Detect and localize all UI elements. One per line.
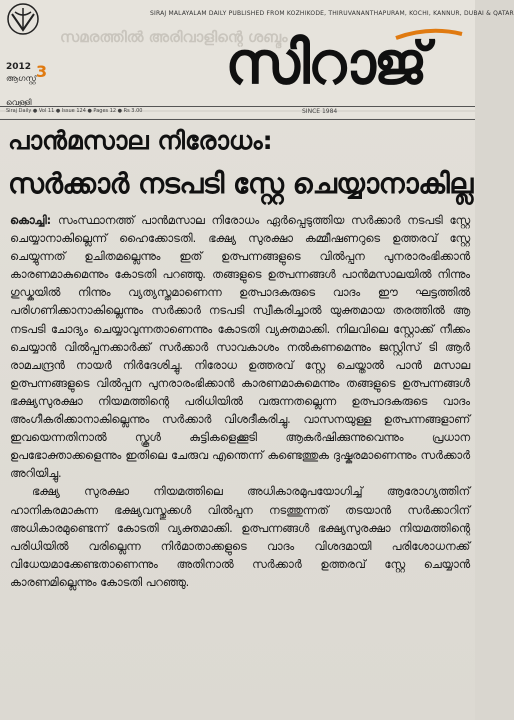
masthead-meta-line [0, 106, 475, 120]
book-emblem-icon [6, 2, 40, 36]
issue-meta: Siraj Daily ● Vol 11 ● Issue 124 ● Pages 12 ● Rs 3.00 [6, 108, 143, 114]
article-paragraph-1 [10, 212, 470, 483]
brand-accent-swoosh-icon [394, 28, 464, 42]
issue-weekday: വെള്ളി [6, 98, 32, 107]
masthead-publishing-strip: SIRAJ MALAYALAM DAILY PUBLISHED FROM KOZHIKODE, THIRUVANANTHAPURAM, KOCHI, KANNUR, DUBAI & QATAR [150, 10, 514, 17]
dateline: കൊച്ചി: [10, 214, 52, 227]
issue-year: 2012 [6, 62, 32, 72]
headline-line-1: പാൻമസാല നിരോധം: [8, 126, 273, 155]
issue-month: ആഗസ്റ്റ് [6, 74, 37, 83]
faded-tagline: സമരത്തിൽ അരിവാളിന്റെ ശബ്ദം [60, 28, 288, 46]
paragraph-1-text: സംസ്ഥാനത്ത് പാൻമസാല നിരോധം ഏർപ്പെടുത്തിയ സർക്കാർ നടപടി സ്റ്റേ ചെയ്യാനാകില്ലെന്ന് ഹൈക്കോടതി. ഭക്ഷ്യ സുരക്ഷാ കമ്മീഷണറുടെ ഉത്തരവ് സ്റ്റേ ചെയ്യുന്നത് ഉചിതമല്ലെന്നും ഇത് ഉത്പന്നങ്ങളുടെ വിൽപ്പന പുനരാരംഭിക്കാൻ കാരണമാകുമെന്നും കോടതി പറഞ്ഞു. തങ്ങളുടെ ഉത്പന്നങ്ങൾ പാൻമസാലയിൽ നിന്നും ഗുഡ്കയിൽ നിന്നും വ്യത്യസ്തമാണെന്ന ഉത്പാദകരുടെ വാദം ഈ ഘട്ടത്തിൽ പരിഗണിക്കാനാകില്ലെന്നും സർക്കാർ നടപടി സ്വീകരിച്ചാൽ യുക്തമായ തരത്തിൽ ആ നടപടി ചോദ്യം ചെയ്യാവുന്നതാണെന്നും കോടതി വ്യക്തമാക്കി. നിലവിലെ സ്റ്റോക്ക് നീക്കം ചെയ്യാൻ വിൽപ്പനക്കാർക്ക് സർക്കാർ സാവകാശം നൽകണമെന്നും ജസ്റ്റിസ് ടി ആർ രാമചന്ദ്രൻ നായർ നിർദേശിച്ചു. നിരോധ ഉത്തരവ് സ്റ്റേ ചെയ്താൽ പാൻ മസാല ഉത്പന്നങ്ങളുടെ വിൽപ്പന പുനരാരംഭിക്കാൻ കാരണമാകുമെന്നും തങ്ങളുടെ ഉത്പന്നങ്ങൾ ഭക്ഷ്യസുരക്ഷാ നിയമത്തിന്റെ പരിധിയിൽ വരുന്നതല്ലെന്ന ഉത്പാദകരുടെ വാദം അംഗീകരിക്കാനാകില്ലെന്നും സർക്കാർ വിശദീകരിച്ചു. വാസനയുള്ള ഉത്പന്നങ്ങളാണ് ഇവയെന്നതിനാൽ സ്കൂൾ കുട്ടികളെക്കൂടി ആകർഷിക്കുന്നുവെന്നും പ്രധാന ഉപഭോക്താക്കളെന്നും ഇതിലെ ചേരുവ എന്തെന്ന് കണ്ടെത്തുക ദുഷ്കരമാണെന്നും സർക്കാർ അറിയിച്ചു. [10, 214, 470, 481]
masthead [0, 0, 514, 118]
issue-day: 3 [36, 62, 48, 81]
article-body [10, 212, 470, 716]
fold-shadow [0, 110, 475, 112]
newspaper-brand: സിറാജ് [225, 29, 426, 97]
headline-line-2: സർക്കാർ നടപടി സ്റ്റേ ചെയ്യാനാകില്ല [8, 167, 473, 200]
since-label: SINCE 1984 [302, 108, 338, 115]
article-paragraph-2: ഭക്ഷ്യ സുരക്ഷാ നിയമത്തിലെ അധികാരമുപയോഗിച്ച് ആരോഗ്യത്തിന് ഹാനികരമാകുന്ന ഭക്ഷ്യവസ്തുക്കൾ വിൽപ്പന നടത്തുന്നത് തടയാൻ സർക്കാറിന് അധികാരമുണ്ടെന്ന് കോടതി വ്യക്തമാക്കി. ഉത്പന്നങ്ങൾ ഭക്ഷ്യസുരക്ഷാ നിയമത്തിന്റെ പരിധിയിൽ വരില്ലെന്ന നിർമാതാക്കളുടെ വാദം വിശദമായി പരിശോധനക്ക് വിധേയമാക്കേണ്ടതാണെന്നും അതിനാൽ സർക്കാർ ഉത്തരവ് സ്റ്റേ ചെയ്യാൻ കാരണമില്ലെന്നും കോടതി പറഞ്ഞു. [10, 485, 470, 589]
